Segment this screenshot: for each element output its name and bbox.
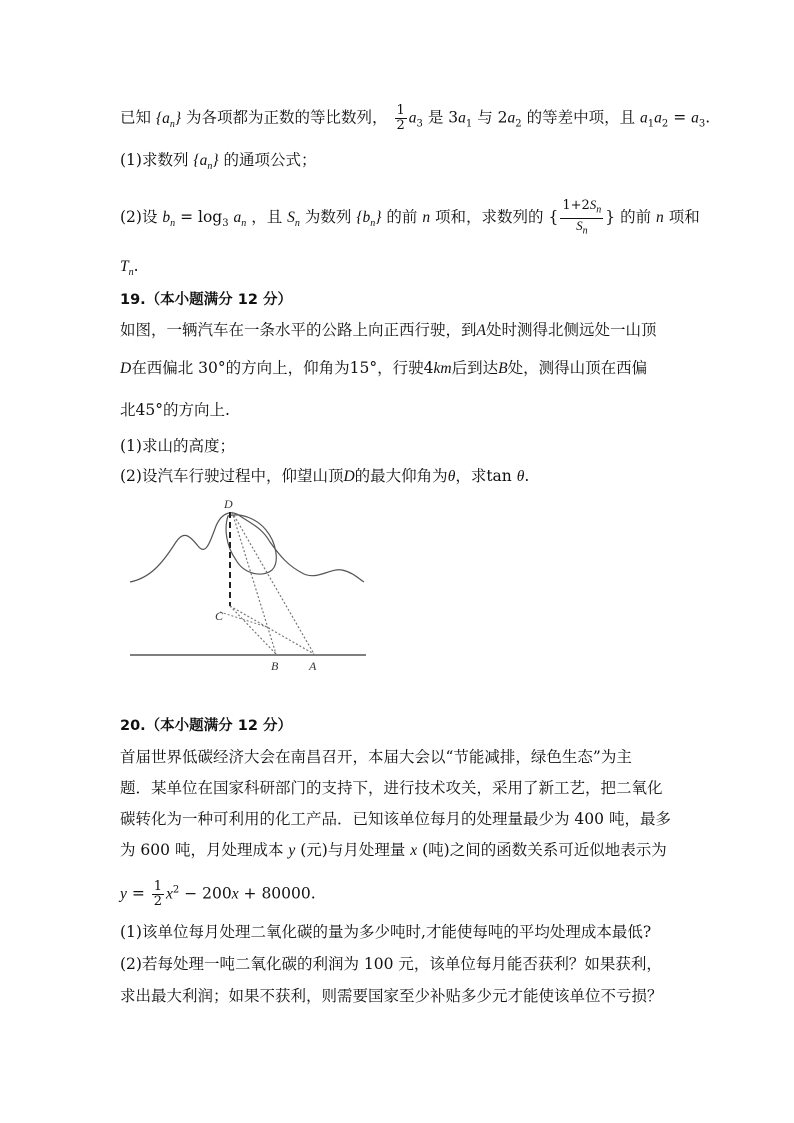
text: (1)求数列 [120,151,189,169]
p20-line2: 题．某单位在国家科研部门的支持下，进行技术攻关，采用了新工艺，把二氧化 [120,779,663,797]
text: 项和，求数列的 [435,208,544,227]
text: (2)设汽车行驶过程中，仰望山顶 [120,467,344,485]
p20-header: 20.（本小题满分 12 分） [120,718,292,734]
line-db [232,512,276,654]
label-d: D [224,497,233,511]
text: 的等差中项，且 [526,108,636,127]
mountain-outline [130,513,364,582]
text: ，行驶 [377,359,424,377]
line-cb [230,606,276,654]
text: 的通项公式； [223,151,317,169]
text: 如图，一辆汽车在一条水平的公路上向正西行驶，到 [120,321,477,339]
p18-line1: 已知 $\{a_n\}$ 为各项都为正数的等比数列， $\frac{1}{2}$ $a_3$ 是 $3a_1$ 与 $2a_2$ 的等差中项，且 $a_1a_2 = a_3$. [120,103,711,133]
text: 已知 [120,108,152,127]
line-ca [230,606,314,654]
text: (2)设 [120,208,158,227]
text: (吨)之间的函数关系可近似地表示为 [422,841,667,859]
p19-header: 19.（本小题满分 12 分） [120,292,292,308]
text: 后到达 [451,359,499,377]
label-b: B [271,659,279,673]
p20-part2-line1: (2)若每处理一吨二氧化碳的利润为 100 元，该单位每月能否获利？如果获利， [120,955,662,973]
p20-formula: y = $\frac{1}{2}$ $x^2 - 200x + 80000$. [120,879,316,909]
text: 为数列 [304,208,352,227]
text: ，求 [455,467,487,485]
line-da [232,512,314,654]
p19-part1: (1)求山的高度； [120,437,235,455]
p19-line2: D在西偏北 30°的方向上，仰角为15°，行驶4km后到达B处，测得山顶在西偏 [120,359,648,377]
text: 的前 [620,208,652,227]
text: 为各项都为正数的等比数列， [186,108,388,127]
mountain-figure [120,494,380,684]
fraction-sn: $\frac{1+2S_n}{S_n}$ [562,197,602,237]
p20-line4: 为 600 吨，月处理成本 y (元)与月处理量 x (吨)之间的函数关系可近似地表示为 [120,841,667,859]
label-a: A [309,659,317,673]
p19-line3: 北45°的方向上. [120,401,230,419]
text: 的方向上，仰角为 [225,359,350,377]
text: 的前 [386,208,418,227]
text: 的最大仰角为 [354,467,448,485]
p20-part2-line2: 求出最大利润；如果不获利，则需要国家至少补贴多少元才能使该单位不亏损？ [120,987,663,1005]
text: 项和 [668,208,700,227]
text: 在西偏北 [131,359,194,377]
fraction-half: $\frac{1}{2}$ [396,103,405,133]
text: 的方向上. [163,401,230,419]
text: (元)与月处理量 [300,841,406,859]
p18-part1: (1)求数列 $\{a_n\}$ 的通项公式； [120,151,317,173]
p20-line1: 首届世界低碳经济大会在南昌召开，本届大会以“节能减排，绿色生态”为主 [120,748,632,766]
text: 北 [120,401,136,419]
text: 处时测得北侧远处一山顶 [485,321,657,339]
text: ，且 [251,208,283,227]
p18-tn: $T_n$. [120,257,139,279]
p18-part2: (2)设 $b_n = \log_3 a_n$ ，且 $S_n$ 为数列 $\{b_n\}$ 的前 n 项和，求数列的 { $\frac{1+2S_n}{S_n}$ } 的前 n 项和 [120,197,700,237]
p19-line1: 如图，一辆汽车在一条水平的公路上向正西行驶，到A处时测得北侧远处一山顶 [120,321,657,339]
text: 处，测得山顶在西偏 [507,359,648,377]
text: 为 600 吨，月处理成本 [120,841,284,859]
text: 与 [477,108,493,127]
fraction-half: $\frac{1}{2}$ [153,879,163,909]
text: 是 [427,108,444,127]
p20-part1: (1)该单位每月处理二氧化碳的量为多少吨时,才能使每吨的平均处理成本最低? [120,923,652,941]
p20-line3: 碳转化为一种可利用的化工产品．已知该单位每月的处理量最少为 400 吨，最多 [120,810,671,828]
p19-part2: (2)设汽车行驶过程中，仰望山顶D的最大仰角为θ，求tan θ. [120,467,530,485]
label-c: C [215,609,224,623]
